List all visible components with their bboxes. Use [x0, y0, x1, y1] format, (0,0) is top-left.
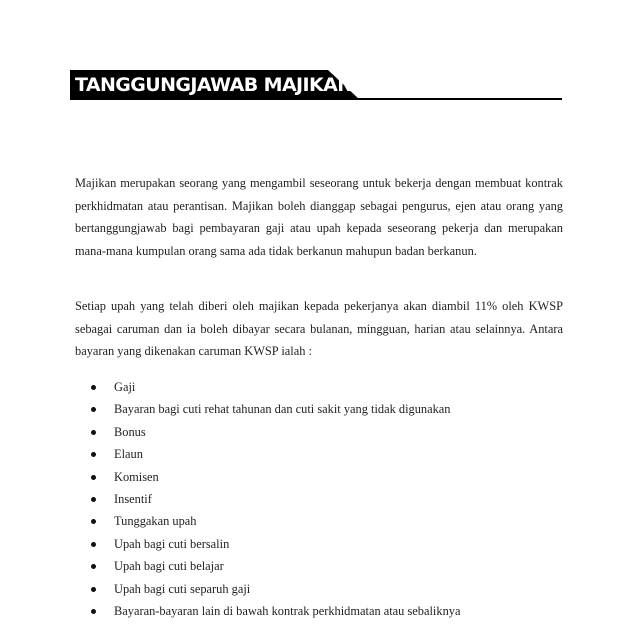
heading-underline [355, 98, 562, 100]
list-item [91, 488, 460, 510]
bullet-icon [91, 542, 96, 547]
list-item-label: Komisen [114, 469, 159, 484]
list-item [91, 376, 460, 398]
list-item-label: Elaun [114, 447, 143, 462]
list-item-label: Tunggakan upah [114, 514, 197, 529]
list-item-label: Upah bagi cuti bersalin [114, 536, 230, 551]
list-item-label: Upah bagi cuti separuh gaji [114, 581, 251, 596]
list-item [91, 398, 460, 420]
bullet-icon [91, 385, 96, 390]
list-item-label: Bonus [114, 424, 146, 439]
list-item [91, 578, 460, 600]
list-item [91, 533, 460, 555]
bullet-icon [91, 452, 96, 457]
list-item-label: Insentif [114, 491, 152, 506]
list-item [91, 555, 460, 577]
bullet-icon [91, 475, 96, 480]
list-item-label: Gaji [114, 380, 136, 394]
list-item-label: Upah bagi cuti belajar [114, 559, 224, 574]
list-item-label: Bayaran-bayaran lain di bawah kontrak perkhidmatan atau sebaliknya [114, 603, 461, 618]
list-item [91, 600, 460, 622]
list-item [91, 466, 460, 488]
bullet-icon [91, 430, 96, 435]
list-item [91, 421, 460, 443]
contribution-items-list [91, 376, 460, 622]
bullet-icon [91, 564, 96, 569]
list-item [91, 443, 460, 465]
bullet-icon [91, 407, 96, 412]
bullet-icon [91, 497, 96, 502]
bullet-icon [91, 587, 96, 592]
section-heading [70, 70, 562, 100]
paragraph-kwsp-contribution: Setiap upah yang telah diberi oleh majikan kepada pekerjanya akan diambil 11% oleh KWSP sebagai caruman dan ia boleh dibayar secara bulanan, mingguan, harian atau selainnya. Antara bayaran yang dikenakan caruman KWSP ialah : [75, 299, 563, 359]
list-item [91, 510, 460, 532]
bullet-icon [91, 609, 96, 614]
list-item-label: Bayaran bagi cuti rehat tahunan dan cuti sakit yang tidak digunakan [114, 402, 451, 417]
paragraph-employer-definition: Majikan merupakan seorang yang mengambil seseorang untuk bekerja dengan membuat kontrak perkhidmatan atau perantisan. Majikan boleh dianggap sebagai pengurus, ejen atau orang yang bertanggungjawab bagi pembayaran gaji atau upah kepada seseorang pekerja dan merupakan mana-mana kumpulan orang sama ada tidak berkanun mahupun badan berkanun. [75, 176, 563, 258]
heading-title: TANGGUNGJAWAB MAJIKAN [75, 74, 353, 96]
bullet-icon [91, 519, 96, 524]
